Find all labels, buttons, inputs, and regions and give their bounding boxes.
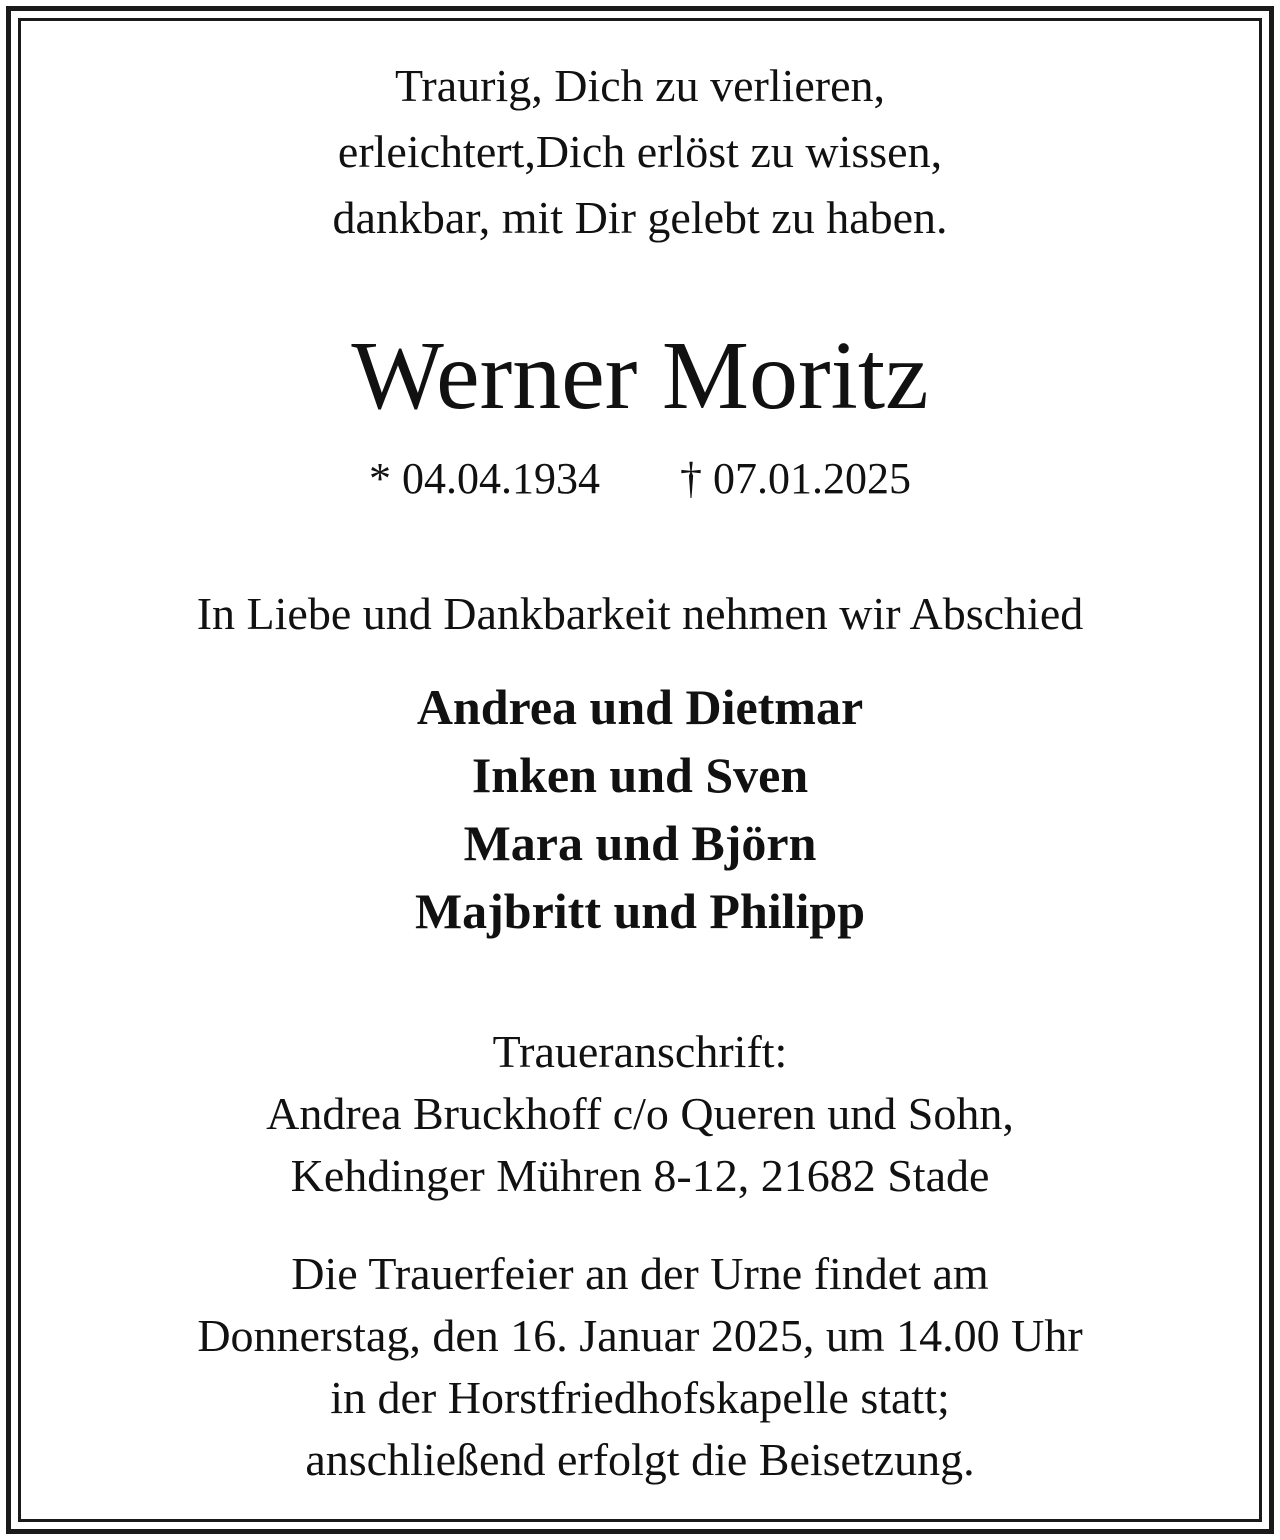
family-names xyxy=(21,673,1259,945)
life-dates xyxy=(21,451,1259,507)
family-member: Mara und Björn xyxy=(463,815,817,871)
obituary-notice xyxy=(21,21,1259,1519)
ceremony-info xyxy=(21,1243,1259,1491)
death-date: † 07.01.2025 xyxy=(680,454,911,503)
motto-line: Traurig, Dich zu verlieren, xyxy=(394,60,886,111)
ceremony-line: anschließend erfolgt die Beisetzung. xyxy=(305,1434,975,1485)
motto-verse xyxy=(21,53,1259,251)
ceremony-line: in der Horstfriedhofskapelle statt; xyxy=(330,1372,950,1423)
ceremony-line: Die Trauerfeier an der Urne findet am xyxy=(291,1248,989,1299)
farewell-text: In Liebe und Dankbarkeit nehmen wir Abschied xyxy=(196,588,1084,639)
family-member: Andrea und Dietmar xyxy=(416,679,864,735)
motto-line: dankbar, mit Dir gelebt zu haben. xyxy=(332,192,948,243)
family-member: Inken und Sven xyxy=(471,747,809,803)
ceremony-line: Donnerstag, den 16. Januar 2025, um 14.00 Uhr xyxy=(197,1310,1083,1361)
address-heading: Traueranschrift: xyxy=(492,1026,788,1077)
motto-line: erleichtert,Dich erlöst zu wissen, xyxy=(337,126,943,177)
deceased-name: Werner Moritz xyxy=(351,322,929,430)
mourning-address xyxy=(21,1021,1259,1207)
birth-date: * 04.04.1934 xyxy=(369,454,600,503)
address-line: Andrea Bruckhoff c/o Queren und Sohn, xyxy=(266,1088,1014,1139)
address-line: Kehdinger Mühren 8-12, 21682 Stade xyxy=(290,1150,990,1201)
family-member: Majbritt und Philipp xyxy=(414,883,866,939)
